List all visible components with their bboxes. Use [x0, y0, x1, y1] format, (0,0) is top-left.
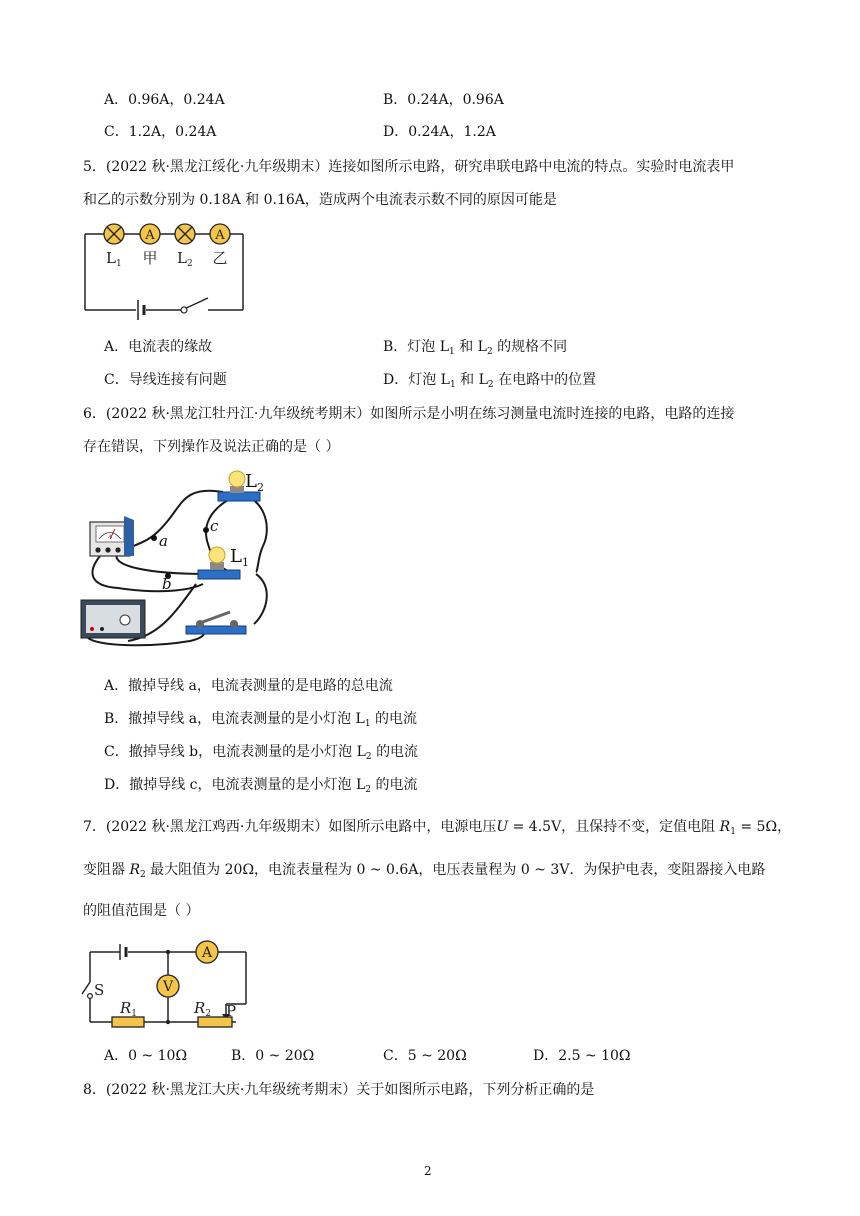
svg-text:A: A — [145, 228, 155, 243]
q6-option-d: D．撤掉导线 c，电流表测量的是小灯泡 $L_2$ 的电流 — [104, 777, 418, 795]
label-l1: $L_1$ — [106, 249, 122, 269]
lamp-l2-icon — [175, 224, 195, 244]
q7-option-a: A．0 ~ 10Ω — [104, 1048, 188, 1064]
q6-stem-line2: 存在错误，下列操作及说法正确的是（ ） — [83, 439, 340, 455]
q5-series-circuit-diagram — [80, 218, 250, 328]
power-supply-icon — [81, 600, 145, 638]
q5-option-d: D．灯泡 $L_1$ 和 $L_2$ 在电路中的位置 — [383, 372, 597, 390]
q7-option-c: C．5 ~ 20Ω — [383, 1048, 467, 1064]
label-wire-c: c — [210, 517, 219, 535]
voltmeter-icon — [157, 975, 179, 997]
label-l1: $L_1$ — [230, 546, 249, 569]
ammeter-device-icon — [90, 516, 134, 556]
label-r2: $R_2$ — [194, 999, 212, 1019]
label-wire-b: b — [162, 575, 172, 593]
q6-option-b: B．撤掉导线 a，电流表测量的是小灯泡 $L_1$ 的电流 — [104, 711, 418, 729]
label-jia: 甲 — [142, 249, 158, 267]
svg-text:A: A — [201, 945, 213, 961]
q5-option-b: B．灯泡 $L_1$ 和 $L_2$ 的规格不同 — [383, 339, 568, 357]
q7-option-b: B．0 ~ 20Ω — [231, 1048, 315, 1064]
ammeter-jia-icon — [140, 224, 160, 244]
q5-stem-line1: 5．(2022 秋·黑龙江绥化·九年级期末）连接如图所示电路，研究串联电路中电流的特点。实验时电流表甲 — [83, 159, 735, 175]
label-p: P — [226, 1002, 237, 1020]
q4-option-b: B．0.24A，0.96A — [383, 92, 504, 108]
page-number: 2 — [424, 1164, 432, 1178]
q7-stem-line3: 的阻值范围是（ ） — [83, 903, 200, 919]
label-yi: 乙 — [212, 249, 228, 267]
resistor-r1 — [112, 1017, 144, 1027]
label-wire-a: a — [159, 532, 168, 550]
q6-stem-line1: 6．(2022 秋·黑龙江牡丹江·九年级统考期末）如图所示是小明在练习测量电流时连接的电路，电路的连接 — [83, 406, 735, 422]
switch-icon — [186, 612, 246, 634]
q5-stem-line2: 和乙的示数分别为 0.18A 和 0.16A，造成两个电流表示数不同的原因可能是 — [83, 192, 557, 208]
q4-option-d: D．0.24A，1.2A — [383, 124, 496, 140]
q4-option-a: A．0.96A，0.24A — [104, 92, 225, 108]
q7-option-d: D．2.5 ~ 10Ω — [533, 1048, 631, 1064]
q5-option-a: A．电流表的缘故 — [104, 339, 213, 355]
q5-option-c: C．导线连接有问题 — [104, 372, 227, 388]
q7-stem-line1: 7．(2022 秋·黑龙江鸡西·九年级期末）如图所示电路中，电源电压U = 4.5V，且保持不变，定值电阻 $R_1 = 5\Omega$， — [83, 819, 792, 837]
svg-text:A: A — [108, 534, 112, 540]
label-l2: $L_2$ — [245, 471, 264, 494]
label-r1: $R_1$ — [120, 999, 138, 1019]
label-l2: $L_2$ — [177, 249, 193, 269]
q8-stem-line1: 8．(2022 秋·黑龙江大庆·九年级统考期末）关于如图所示电路，下列分析正确的是 — [83, 1082, 595, 1098]
label-s: S — [94, 981, 105, 999]
svg-text:A: A — [215, 228, 225, 243]
q7-stem-line2: 变阻器 $R_2$ 最大阻值为 20Ω，电流表量程为 0 ~ 0.6A，电压表量程为 0 ~ 3V．为保护电表，变阻器接入电路 — [83, 862, 766, 880]
q7-circuit-diagram — [80, 932, 260, 1032]
ammeter-yi-icon — [210, 224, 230, 244]
ammeter-icon — [196, 941, 218, 963]
q4-option-c: C．1.2A，0.24A — [104, 124, 217, 140]
q6-option-a: A．撤掉导线 a，电流表测量的是电路的总电流 — [104, 678, 393, 694]
svg-text:V: V — [162, 979, 174, 995]
q6-option-c: C．撤掉导线 b，电流表测量的是小灯泡 $L_2$ 的电流 — [104, 744, 419, 762]
lamp-l1-icon — [104, 224, 124, 244]
q6-wiring-illustration — [78, 466, 278, 664]
